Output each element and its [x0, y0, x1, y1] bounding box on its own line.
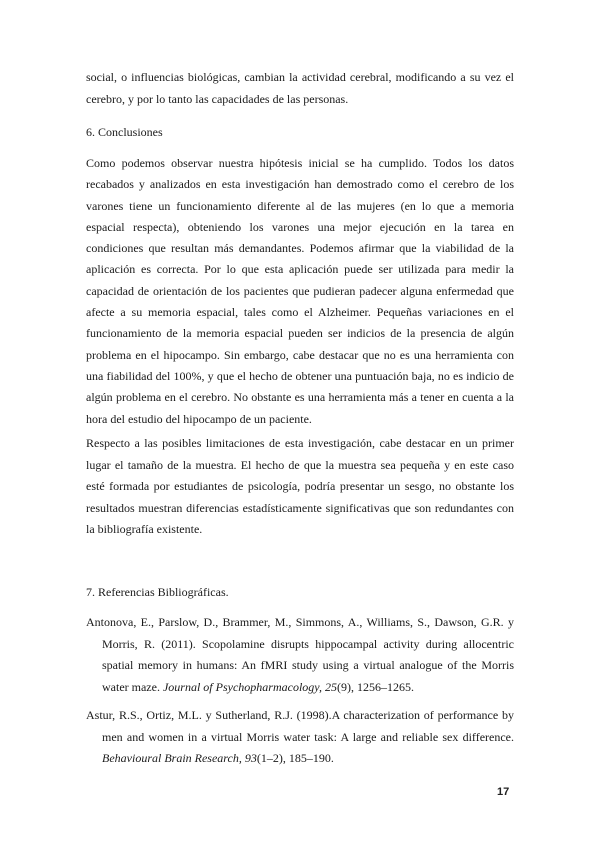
limitations-paragraph: Respecto a las posibles limitaciones de esta investigación, cabe destacar en un primer lugar el tamaño de la muestra. El hecho de que la muestra sea pequeña y en este caso esté formada por estudiantes de psicología, podría presentar un sesgo, no obstante los resultados muestran diferencias estadísticamente significativas que son redundantes con la bibliografía existente.: [86, 436, 514, 536]
conclusions-paragraph: Como podemos observar nuestra hipótesis inicial se ha cumplido. Todos los datos recabados y analizados en esta investigación han demostrado como el cerebro de los varones tiene un funcionamiento diferente al de las mujeres (en lo que a memoria espacial respecta), obteniendo los varones una mejor ejecución en la tarea en condiciones que resultan más demandantes. Podemos afirmar que la viabilidad de la aplicación es correcta. Por lo que esta aplicación puede ser utilizada para medir la capacidad de orientación de los pacientes que pudieran padecer alguna enfermedad que afecte a su memoria espacial, tales como el Alzheimer. Pequeñas variaciones en el funcionamiento de la memoria espacial pueden ser indicios de la presencia de algún problema en el hipocampo. Sin embargo, cabe destacar que no es una herramienta con una fiabilidad del 100%, y que el hecho de obtener una puntuación baja, no es indicio de algún problema en el cerebro. No obstante es una herramienta más a tener en cuenta a la hora del estudio del hipocampo de un paciente.: [86, 156, 514, 426]
reference-text: Antonova, E., Parslow, D., Brammer, M., Simmons, A., Williams, S., Dawson, G.R. y Morris, R. (2011). Scopolamine disrupts hippocampal activity during allocentric spatial memory in humans: An fMRI study using a virtual analogue of the Morris water maze.: [86, 615, 514, 694]
reference-text: Astur, R.S., Ortiz, M.L. y Sutherland, R.J. (1998).A characterization of performance by men and women in a virtual Morris water task: A large and reliable sex difference.: [86, 708, 514, 744]
reference-pages: (9), 1256–1265.: [336, 679, 414, 694]
reference-journal: Behavioural Brain Research, 93: [102, 751, 257, 765]
reference-journal: Journal of Psychopharmacology, 25: [162, 679, 337, 694]
conclusions-heading: 6. Conclusiones: [86, 125, 163, 139]
reference-pages: (1–2), 185–190.: [256, 751, 334, 765]
references-heading: 7. Referencias Bibliográficas.: [86, 585, 229, 599]
reference-entry: [86, 612, 514, 698]
intro-paragraph: social, o influencias biológicas, cambian la actividad cerebral, modificando a su vez el cerebro, y por lo tanto las capacidades de las personas.: [86, 70, 514, 106]
page-number: 17: [497, 786, 510, 798]
reference-entry: [86, 705, 514, 770]
